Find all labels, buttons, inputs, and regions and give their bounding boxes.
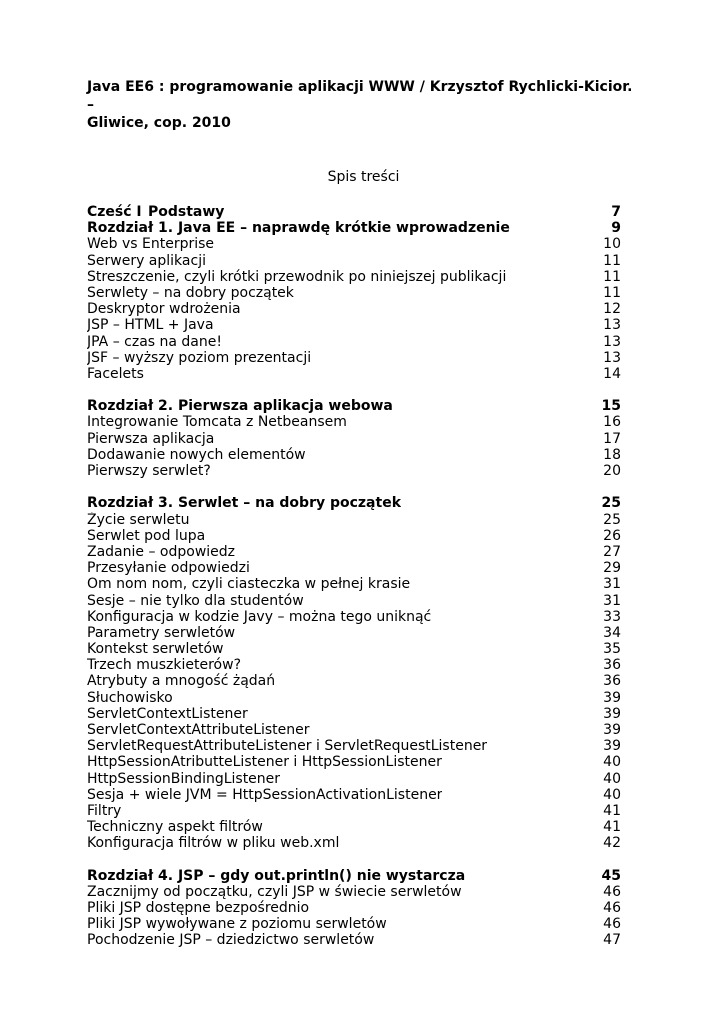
toc-page-number: 35: [603, 641, 621, 658]
toc-entry: [87, 560, 621, 576]
toc-entry: [87, 690, 621, 706]
toc-page-number: 39: [603, 705, 621, 722]
toc-chapter: [87, 204, 621, 382]
toc-entry-label: Filtry: [87, 802, 122, 819]
toc-page-number: 10: [603, 236, 621, 253]
toc-page-number: 46: [603, 916, 621, 933]
toc-part-heading: [87, 204, 621, 220]
toc-entry: [87, 884, 621, 900]
toc-entry-label: Serwlet pod lupa: [87, 527, 206, 544]
toc-page-number: 39: [603, 689, 621, 706]
toc-entry: [87, 463, 621, 479]
bibliographic-entry: [87, 78, 633, 132]
toc-page-number: 47: [603, 932, 621, 949]
toc-entry: [87, 317, 621, 333]
toc-entry-label: JSP – HTML + Java: [87, 317, 214, 334]
toc-entry: [87, 301, 621, 317]
toc-entry-label: Om nom nom, czyli ciasteczka w pełnej krasie: [87, 576, 411, 593]
toc-page-number: 9: [611, 220, 621, 237]
toc-page-number: 34: [603, 624, 621, 641]
toc-entry: [87, 771, 621, 787]
toc-page-number: 20: [603, 463, 621, 479]
toc-entry: [87, 738, 621, 754]
bibliographic-line-2: Gliwice, cop. 2010: [87, 115, 231, 131]
toc-entry-label: Słuchowisko: [87, 689, 173, 706]
toc-entry-label: Przesyłanie odpowiedzi: [87, 560, 250, 577]
toc-entry-label: Dodawanie nowych elementów: [87, 446, 306, 463]
toc-entry: [87, 706, 621, 722]
toc-entry: [87, 787, 621, 803]
toc-entry: [87, 528, 621, 544]
toc-entry-label: Zadanie – odpowiedz: [87, 543, 236, 560]
toc-page-number: 40: [603, 754, 621, 771]
toc-entry-label: ServletContextAttributeListener: [87, 722, 310, 738]
toc-page-number: 27: [603, 543, 621, 560]
toc-entry-label: Sesje – nie tylko dla studentów: [87, 592, 304, 609]
toc-entry: [87, 657, 621, 673]
toc-page-number: 15: [601, 398, 621, 415]
toc-page-number: 7: [611, 204, 621, 220]
toc-entry-label: Pierwszy serwlet?: [87, 463, 211, 479]
toc-entry-label: Techniczny aspekt filtrów: [87, 819, 263, 836]
document-page: [87, 78, 633, 965]
toc-entry: [87, 754, 621, 770]
toc-entry: [87, 835, 621, 851]
toc-page-number: 33: [603, 608, 621, 625]
toc-entry-label: Streszczenie, czyli krótki przewodnik po niniejszej publikacji: [87, 268, 507, 285]
toc-entry: [87, 269, 621, 285]
toc-entry: [87, 253, 621, 269]
toc-entry-label: Pliki JSP dostępne bezpośrednio: [87, 900, 310, 917]
toc-page-number: 29: [603, 560, 621, 577]
toc-entry-label: Parametry serwletów: [87, 624, 236, 641]
toc-entry: [87, 625, 621, 641]
toc-entry-label: Pochodzenie JSP – dziedzictwo serwletów: [87, 932, 375, 949]
toc-page-number: 18: [603, 446, 621, 463]
toc-entry: [87, 366, 621, 382]
toc-page-number: 40: [603, 770, 621, 787]
toc-entry-label: Pliki JSP wywoływane z poziomu serwletów: [87, 916, 387, 933]
toc-entry: [87, 932, 621, 948]
toc-entry: [87, 414, 621, 430]
toc-page-number: 16: [603, 414, 621, 431]
table-of-contents: [87, 204, 621, 949]
toc-entry: [87, 722, 621, 738]
toc-entry-label: Rozdział 4. JSP – gdy out.println() nie wystarcza: [87, 867, 466, 884]
toc-chapter-heading: [87, 868, 621, 884]
toc-page-number: 25: [603, 511, 621, 528]
toc-entry: [87, 900, 621, 916]
toc-page-number: 40: [603, 786, 621, 803]
toc-page-number: 11: [603, 284, 621, 301]
toc-chapter: [87, 398, 621, 479]
toc-entry-label: ServletRequestAttributeListener i ServletRequestListener: [87, 738, 488, 755]
toc-entry-label: Trzech muszkieterów?: [87, 657, 241, 674]
toc-page-number: 36: [603, 673, 621, 690]
toc-chapter-heading: [87, 220, 621, 236]
toc-entry-label: Serwery aplikacji: [87, 252, 206, 269]
toc-entry-label: ServletContextListener: [87, 705, 248, 722]
toc-page-number: 31: [603, 592, 621, 609]
toc-entry-label: Deskryptor wdrożenia: [87, 301, 241, 318]
toc-entry-label: Konfiguracja filtrów w pliku web.xml: [87, 835, 340, 852]
bibliographic-line-1: Java EE6 : programowanie aplikacji WWW / Krzysztof Rychlicki-Kicior. –: [87, 79, 633, 113]
toc-entry: [87, 236, 621, 252]
toc-page-number: 12: [603, 301, 621, 318]
toc-entry-label: HttpSessionBindingListener: [87, 770, 281, 787]
toc-entry: [87, 673, 621, 689]
toc-page-number: 13: [603, 349, 621, 366]
toc-page-number: 45: [601, 867, 621, 884]
toc-entry: [87, 544, 621, 560]
toc-page-number: 25: [601, 495, 621, 512]
toc-page-number: 39: [603, 722, 621, 738]
toc-entry-label: Atrybuty a mnogość żądań: [87, 673, 276, 690]
toc-page-number: 13: [603, 333, 621, 350]
toc-entry-label: Pierwsza aplikacja: [87, 430, 215, 447]
toc-page-number: 14: [603, 365, 621, 382]
toc-entry: [87, 512, 621, 528]
toc-page-number: 13: [603, 317, 621, 334]
toc-entry-label: Kontekst serwletów: [87, 641, 224, 658]
toc-entry-label: JPA – czas na dane!: [87, 333, 222, 350]
toc-entry-label: Serwlety – na dobry początek: [87, 284, 294, 301]
toc-entry: [87, 641, 621, 657]
toc-entry-label: Sesja + wiele JVM = HttpSessionActivationListener: [87, 786, 443, 803]
toc-entry-label: HttpSessionAtributteListener i HttpSessionListener: [87, 754, 442, 771]
toc-page-number: 42: [603, 835, 621, 852]
toc-entry: [87, 803, 621, 819]
toc-entry: [87, 609, 621, 625]
toc-page-number: 11: [603, 252, 621, 269]
toc-chapter: [87, 868, 621, 949]
toc-page-number: 31: [603, 576, 621, 593]
toc-page-number: 46: [603, 900, 621, 917]
toc-entry: [87, 431, 621, 447]
toc-entry-label: Web vs Enterprise: [87, 236, 215, 253]
toc-page-number: 17: [603, 430, 621, 447]
toc-entry-label: JSF – wyższy poziom prezentacji: [87, 349, 312, 366]
toc-entry: [87, 447, 621, 463]
toc-entry: [87, 334, 621, 350]
toc-page-number: 39: [603, 738, 621, 755]
toc-page-number: 41: [603, 802, 621, 819]
toc-page-number: 36: [603, 657, 621, 674]
toc-entry-label: Integrowanie Tomcata z Netbeansem: [87, 414, 347, 431]
toc-part-label: [87, 204, 224, 220]
toc-page-number: 11: [603, 268, 621, 285]
toc-entry-label: Konfiguracja w kodzie Javy – można tego uniknąć: [87, 608, 432, 625]
toc-page-number: 41: [603, 819, 621, 836]
toc-chapter-heading: [87, 398, 621, 414]
toc-chapter-heading: [87, 495, 621, 511]
toc-entry: [87, 916, 621, 932]
toc-entry-label: Rozdział 1. Java EE – naprawdę krótkie wprowadzenie: [87, 220, 510, 237]
toc-entry-label: Facelets: [87, 365, 144, 382]
toc-entry: [87, 285, 621, 301]
toc-entry-label: Zacznijmy od początku, czyli JSP w świecie serwletów: [87, 883, 462, 900]
toc-part-name: Podstawy: [148, 204, 225, 220]
toc-chapter: [87, 495, 621, 851]
toc-entry: [87, 576, 621, 592]
toc-part-number: Cześć I: [87, 204, 142, 220]
toc-entry: [87, 593, 621, 609]
toc-entry-label: Rozdział 2. Pierwsza aplikacja webowa: [87, 398, 393, 415]
toc-entry: [87, 350, 621, 366]
toc-title: Spis treści: [327, 169, 400, 185]
toc-page-number: 26: [603, 527, 621, 544]
toc-entry: [87, 819, 621, 835]
toc-entry-label: Życie serwletu: [87, 511, 190, 528]
toc-page-number: 46: [603, 883, 621, 900]
toc-entry-label: Rozdział 3. Serwlet – na dobry początek: [87, 495, 402, 512]
